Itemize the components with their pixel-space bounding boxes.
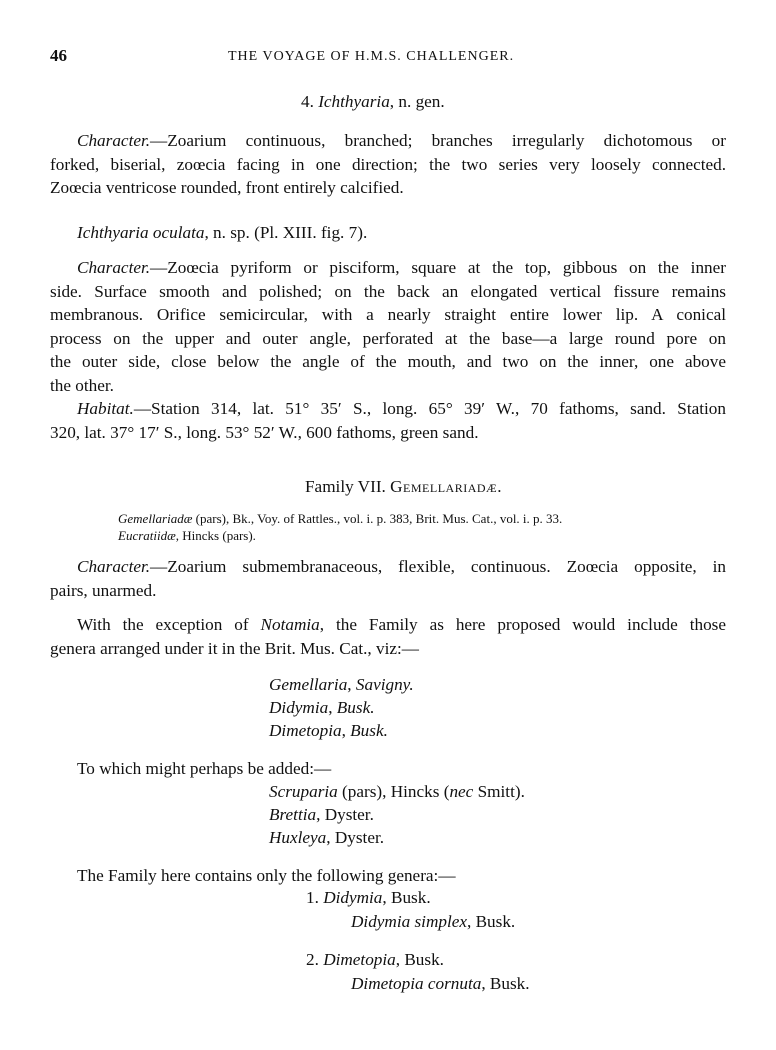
genus-number: 2. <box>306 950 319 969</box>
genus-author: Savigny. <box>355 675 414 694</box>
text-span: —Zoarium submembranaceous, flexible, continuous. Zoœcia opposite, in <box>150 557 726 576</box>
family-character <box>50 555 726 602</box>
genus-name: Scruparia <box>269 782 338 801</box>
family-heading <box>305 477 502 497</box>
genus-name: Didymia <box>269 697 329 717</box>
text-line: side. Surface smooth and polished; on the back an elongated vertical fissure remains <box>50 281 726 301</box>
text-line: forked, biserial, zoœcia facing in one direction; the two series very loosely connected. <box>50 154 726 174</box>
nec-word: nec <box>449 782 474 801</box>
text-line: process on the upper and outer angle, perforated at the base—a large round pore on <box>50 328 726 348</box>
text-span: , Dyster. <box>326 827 385 847</box>
final-species-1 <box>351 912 515 932</box>
species-character <box>50 256 726 398</box>
species-name: Ichthyaria oculata <box>77 223 205 242</box>
text-span: —Zoarium continuous, branched; branches irregularly dichotomous or <box>150 131 726 150</box>
species-heading <box>77 223 367 243</box>
text-span: —Station 314, lat. 51° 35′ S., long. 65° 39′ W., 70 fathoms, sand. Station <box>133 399 726 418</box>
exception-paragraph <box>50 613 726 660</box>
final-genus-1 <box>306 888 431 908</box>
genus-name: Brettia <box>269 804 317 824</box>
final-species-2 <box>351 974 530 994</box>
genus-name: Didymia <box>323 888 383 907</box>
text-span: (pars), Hincks ( <box>337 782 450 801</box>
text-line: the other. <box>50 375 114 395</box>
list-item <box>269 781 525 804</box>
genus-heading <box>301 92 445 112</box>
genus-name: Gemellaria <box>269 675 348 694</box>
genus-name: Ichthyaria <box>318 92 390 111</box>
running-title: THE VOYAGE OF H.M.S. CHALLENGER. <box>228 49 515 64</box>
genus-name: Huxleya <box>269 827 327 847</box>
list-item: Didymia, Busk. <box>269 697 375 717</box>
genus-suffix: , n. gen. <box>389 92 445 111</box>
genus-name: Dimetopia <box>323 950 396 969</box>
text-span: , Dyster. <box>316 804 374 824</box>
text-line: membranous. Orifice semicircular, with a nearly straight entire lower lip. A conical <box>50 305 726 325</box>
genus-character <box>50 129 726 200</box>
following-intro: The Family here contains only the following genera:— <box>77 866 456 885</box>
text-span: —Zoœcia pyriform or pisciform, square at the top, gibbous on the inner <box>150 258 726 277</box>
final-genus-2 <box>306 950 444 970</box>
synonym-name: Eucratiidæ <box>118 528 176 543</box>
text-line <box>50 613 726 637</box>
genus-number: 4. <box>301 92 314 111</box>
character-label: Character. <box>77 557 151 576</box>
genus-number: 1. <box>306 888 319 907</box>
added-intro: To which might perhaps be added:— <box>77 759 332 778</box>
species-author: , Busk. <box>481 974 530 993</box>
list-item: Gemellaria, Savigny. <box>269 675 414 694</box>
text-span: Smitt). <box>473 782 525 801</box>
text-line: pairs, unarmed. <box>50 580 157 600</box>
family-prefix: Family VII. <box>305 477 391 496</box>
species-suffix: , n. sp. (Pl. XIII. fig. 7). <box>204 223 368 242</box>
text-line <box>50 555 726 579</box>
synonymy-line <box>118 527 562 544</box>
genus-author: Busk. <box>336 697 375 717</box>
text-span: (pars), Bk., Voy. of Rattles., vol. i. p. 383, Brit. Mus. Cat., vol. i. p. 33. <box>192 511 563 526</box>
genera-list-2 <box>269 781 525 849</box>
species-name: Dimetopia cornuta <box>351 974 482 993</box>
family-name: Gemellariadæ. <box>390 477 503 496</box>
text-line <box>50 129 726 153</box>
text-line: 320, lat. 37° 17′ S., long. 53° 52′ W., 600 fathoms, green sand. <box>50 422 479 442</box>
genus-author: , Busk. <box>395 950 444 969</box>
genus-name: Dimetopia <box>269 720 342 740</box>
page-number: 46 <box>50 46 67 65</box>
text-line: the outer side, close below the angle of the mouth, and two on the inner, one above <box>50 352 726 372</box>
text-span: With the exception of <box>77 615 261 634</box>
genus-author: , Busk. <box>382 888 431 907</box>
list-item: Dimetopia, Busk. <box>269 720 388 740</box>
character-label: Character. <box>77 131 151 150</box>
family-synonymy <box>118 510 562 544</box>
list-item <box>269 804 525 827</box>
genus-name: Notamia <box>260 615 320 634</box>
habitat-label: Habitat. <box>77 399 134 418</box>
genera-list-1 <box>269 674 414 742</box>
character-label: Character. <box>77 258 151 277</box>
species-name: Didymia simplex <box>351 912 467 931</box>
text-line: genera arranged under it in the Brit. Mus. Cat., viz:— <box>50 638 419 658</box>
synonym-name: Gemellariadæ <box>118 511 193 526</box>
habitat <box>50 397 726 444</box>
text-span: , the Family as here proposed would include those <box>319 615 726 634</box>
text-line <box>50 256 726 280</box>
list-item <box>269 827 525 850</box>
species-author: , Busk. <box>467 912 516 931</box>
genus-author: Busk. <box>350 720 388 740</box>
text-line <box>50 397 726 421</box>
text-line: Zoœcia ventricose rounded, front entirely calcified. <box>50 178 404 198</box>
synonymy-line <box>118 510 562 527</box>
text-span: , Hincks (pars). <box>175 528 256 543</box>
